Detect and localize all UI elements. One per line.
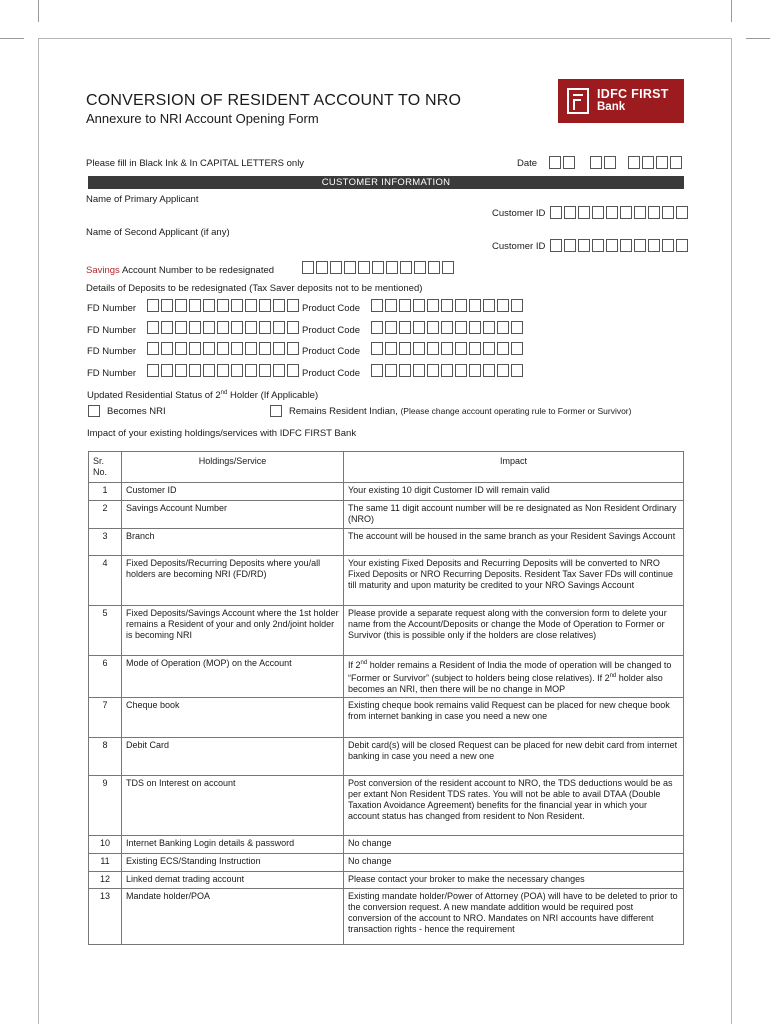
- product-code-field[interactable]: [371, 299, 525, 312]
- product-code-field[interactable]: [371, 321, 525, 334]
- remains-resident-checkbox[interactable]: [270, 405, 282, 417]
- page-subtitle: Annexure to NRI Account Opening Form: [86, 111, 319, 126]
- crop-mark: [731, 0, 732, 22]
- product-code-field[interactable]: [371, 342, 525, 355]
- mop-impact-cell: If 2nd holder remains a Resident of India the mode of operation will be changed to “Former or Survivor” (subject to holders being close relatives). If 2nd holder also becomes an NRI, then there will be no change in MOP: [344, 656, 684, 698]
- bank-logo: [558, 79, 684, 123]
- instruction-text: Please fill in Black Ink & In CAPITAL LETTERS only: [86, 158, 305, 169]
- logo-line2: Bank: [597, 101, 626, 113]
- product-code-field[interactable]: [371, 364, 525, 377]
- savings-account-label: Savings Account Number to be redesignated: [86, 265, 275, 276]
- table-header: Sr. No.: [89, 452, 122, 483]
- table-row: 13 Mandate holder/POA Existing mandate holder/Power of Attorney (POA) will have to be deleted to prior to the conversion request. A new mandate addition would be required post conversion of the account to NRO. Mandates on NRI accounts have different transaction rights - hence the requirement: [89, 889, 684, 945]
- table-row: 4 Fixed Deposits/Recurring Deposits where you/all holders are becoming NRI (FD/RD) Your existing Fixed Deposits and Recurring Deposits will be converted to NRO Fixed Deposits or NRO Recurring Deposits. Resident Tax Saver FDs will continue till maturity and upon maturity be credited to your NRO Savings Account: [89, 556, 684, 606]
- product-code-label: Product Code: [302, 325, 361, 336]
- date-month-field[interactable]: [590, 156, 618, 169]
- fd-number-field[interactable]: [147, 364, 301, 377]
- remains-resident-note: (Please change account operating rule to Former or Survivor): [400, 406, 632, 416]
- customer-id-label: Customer ID: [492, 241, 546, 252]
- fd-number-label: FD Number: [87, 368, 137, 379]
- table-row: 8 Debit Card Debit card(s) will be closed Request can be placed for new debit card from internet banking in case you need a new one: [89, 738, 684, 776]
- table-header: Impact: [344, 452, 684, 483]
- fd-number-field[interactable]: [147, 321, 301, 334]
- second-customer-id-field[interactable]: [550, 239, 690, 252]
- table-row: 11 Existing ECS/Standing Instruction No change: [89, 854, 684, 872]
- fd-number-label: FD Number: [87, 346, 137, 357]
- impact-table: [88, 451, 684, 945]
- crop-mark: [746, 38, 770, 39]
- savings-account-number-field[interactable]: [302, 261, 456, 274]
- table-row: 10 Internet Banking Login details & password No change: [89, 836, 684, 854]
- table-row: 6 Mode of Operation (MOP) on the Account If 2nd holder remains a Resident of India the mode of operation will be changed to “Former or Survivor” (subject to holders being close relatives). If 2nd holder also becomes an NRI, then there will be no change in MOP: [89, 656, 684, 698]
- table-row: 7 Cheque book Existing cheque book remains valid Request can be placed for new cheque book from internet banking in case you need a new one: [89, 698, 684, 738]
- date-label: Date: [517, 158, 538, 169]
- fd-number-field[interactable]: [147, 342, 301, 355]
- table-row: 12 Linked demat trading account Please contact your broker to make the necessary changes: [89, 872, 684, 889]
- fd-number-label: FD Number: [87, 325, 137, 336]
- table-row: 1 Customer ID Your existing 10 digit Customer ID will remain valid: [89, 483, 684, 501]
- crop-mark: [0, 38, 24, 39]
- impact-label: Impact of your existing holdings/services with IDFC FIRST Bank: [87, 428, 357, 439]
- primary-applicant-label: Name of Primary Applicant: [86, 194, 199, 205]
- remains-resident-label: Remains Resident Indian, (Please change account operating rule to Former or Survivor): [289, 406, 632, 417]
- logo-mark-icon: [567, 88, 589, 114]
- page-title: CONVERSION OF RESIDENT ACCOUNT TO NRO: [86, 92, 462, 109]
- table-row: 2 Savings Account Number The same 11 digit account number will be re designated as Non Resident Ordinary (NRO): [89, 501, 684, 529]
- product-code-label: Product Code: [302, 368, 361, 379]
- logo-line1: IDFC FIRST: [597, 87, 669, 101]
- savings-word: Savings: [86, 265, 120, 276]
- deposits-label: Details of Deposits to be redesignated (Tax Saver deposits not to be mentioned): [86, 283, 423, 294]
- table-row: 3 Branch The account will be housed in the same branch as your Resident Savings Account: [89, 529, 684, 556]
- fd-number-field[interactable]: [147, 299, 301, 312]
- product-code-label: Product Code: [302, 346, 361, 357]
- section-header: CUSTOMER INFORMATION: [88, 176, 684, 189]
- table-header: Holdings/Service: [122, 452, 344, 483]
- crop-mark: [38, 0, 39, 22]
- customer-id-label: Customer ID: [492, 208, 546, 219]
- becomes-nri-checkbox[interactable]: [88, 405, 100, 417]
- becomes-nri-label: Becomes NRI: [107, 406, 166, 417]
- residential-status-label: Updated Residential Status of 2nd Holder (If Applicable): [87, 390, 319, 402]
- primary-customer-id-field[interactable]: [550, 206, 690, 219]
- second-applicant-label: Name of Second Applicant (if any): [86, 227, 230, 238]
- table-row: 9 TDS on Interest on account Post conversion of the resident account to NRO, the TDS deductions would be as per extant Non Resident TDS rates. You will not be able to avail DTAA (Double Taxation Avoidance Agreement) benefits for the financial year in which your account status has changed from resident to Non Resident.: [89, 776, 684, 836]
- table-row: 5 Fixed Deposits/Savings Account where the 1st holder remains a Resident of your and only 2nd/joint holder is becoming NRI Please provide a separate request along with the conversion form to delete your name from the Account/Deposits or change the Mode of Operation to Former or Survivor (this is possible only if the holders are close relatives): [89, 606, 684, 656]
- date-year-field[interactable]: [628, 156, 684, 169]
- date-day-field[interactable]: [549, 156, 577, 169]
- product-code-label: Product Code: [302, 303, 361, 314]
- fd-number-label: FD Number: [87, 303, 137, 314]
